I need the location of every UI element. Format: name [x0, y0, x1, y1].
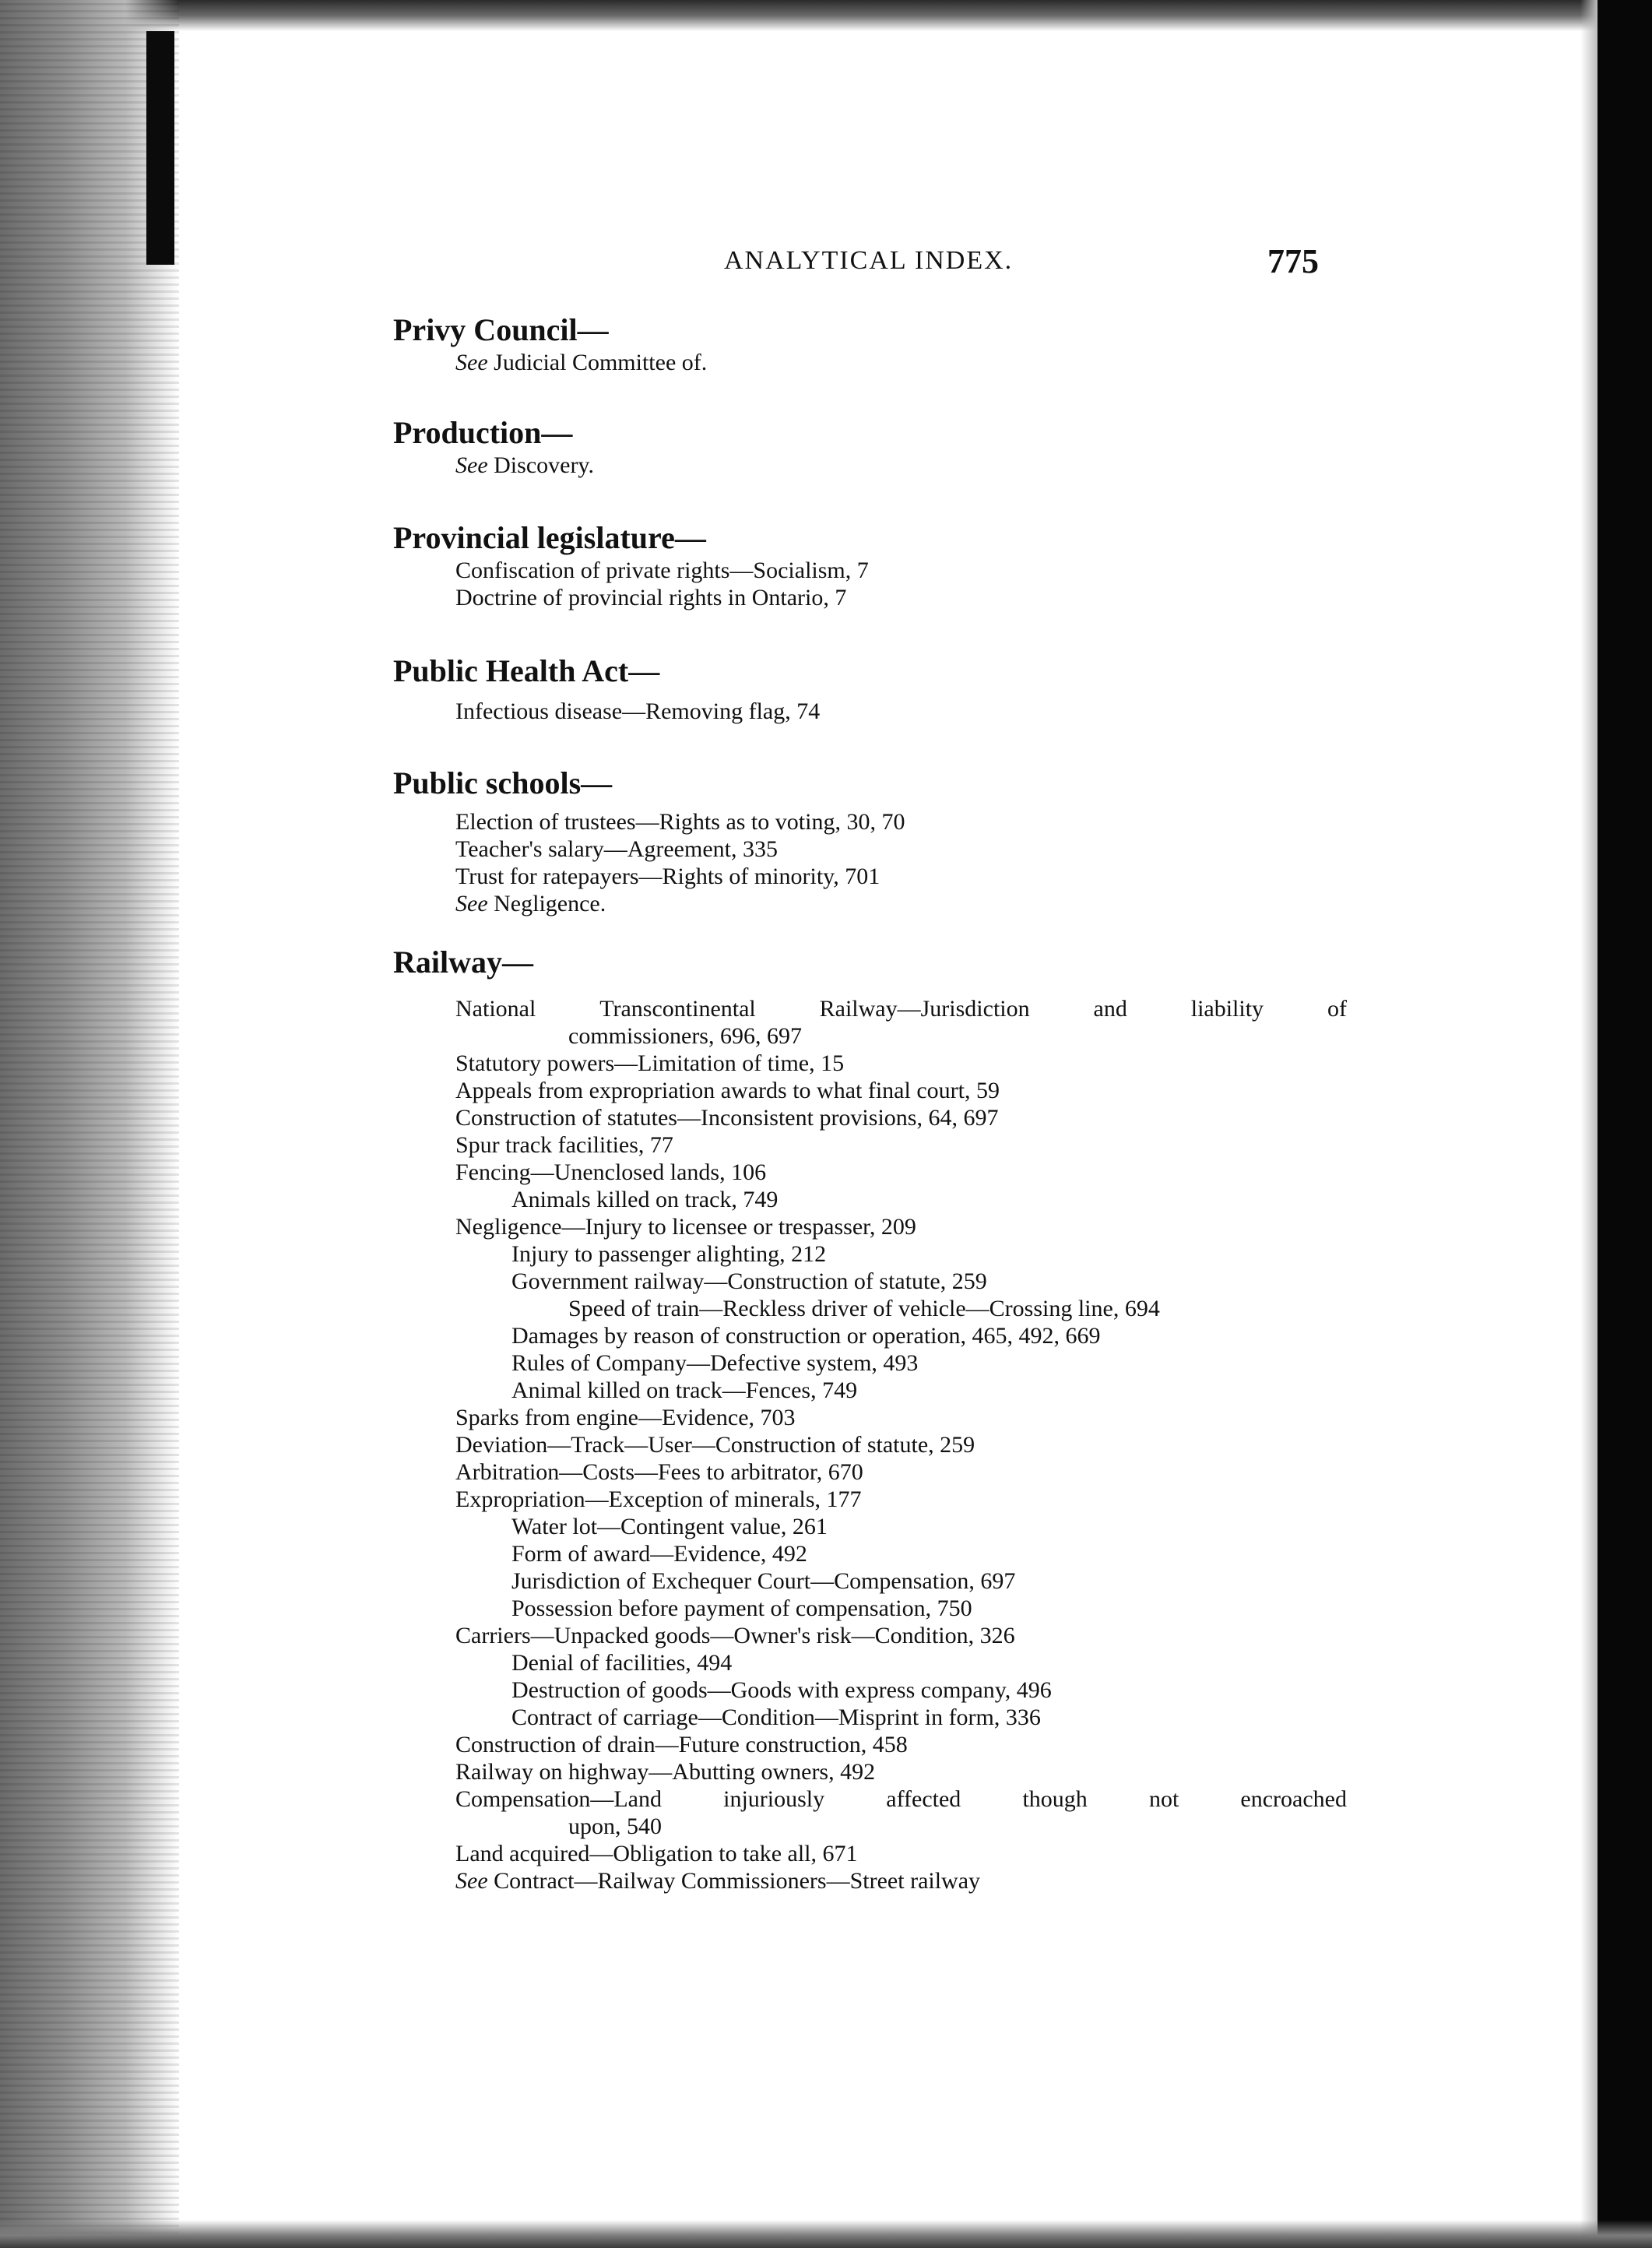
word: National: [455, 996, 536, 1022]
entry-line: Denial of facilities, 494: [511, 1650, 733, 1676]
entry-line: Speed of train—Reckless driver of vehicle—Crossing line, 694: [568, 1296, 1160, 1321]
scan-edge-right: [1598, 0, 1652, 2248]
entry-line: Expropriation—Exception of minerals, 177: [455, 1486, 862, 1512]
entry-line-justified: [393, 995, 1347, 1022]
entry-line: Form of award—Evidence, 492: [511, 1541, 807, 1567]
entry-line: Deviation—Track—User—Construction of statute, 259: [455, 1432, 975, 1458]
word: encroached: [1240, 1786, 1347, 1812]
see-reference: See: [455, 891, 488, 916]
entry-line: Possession before payment of compensation, 750: [511, 1595, 972, 1621]
entry-line: Contract of carriage—Condition—Misprint in form, 336: [511, 1704, 1041, 1730]
see-reference: See: [455, 1868, 488, 1894]
entry-line-continuation: commissioners, 696, 697: [568, 1023, 802, 1049]
see-reference: See: [455, 350, 488, 375]
entry-line: Negligence—Injury to licensee or trespasser, 209: [455, 1214, 916, 1240]
word: affected: [886, 1786, 961, 1812]
entry-line: Rules of Company—Defective system, 493: [511, 1350, 919, 1376]
entry-line: Appeals from expropriation awards to what final court, 59: [455, 1078, 1000, 1103]
entry-line: Carriers—Unpacked goods—Owner's risk—Condition, 326: [455, 1623, 1015, 1648]
entry-heading: Privy Council—: [393, 312, 609, 347]
running-head: ANALYTICAL INDEX.: [724, 246, 1014, 275]
entry-line: Arbitration—Costs—Fees to arbitrator, 670: [455, 1459, 863, 1485]
word: and: [1093, 996, 1127, 1022]
railway-subentries: [393, 1050, 1347, 1785]
word: Compensation—Land: [455, 1786, 662, 1812]
entry-line: [393, 349, 707, 376]
index-entry-privy-council: [393, 311, 707, 376]
entry-heading: Public Health Act—: [393, 653, 660, 688]
entry-heading: Public schools—: [393, 765, 613, 800]
entry-line: Damages by reason of construction or operation, 465, 492, 669: [511, 1323, 1101, 1349]
entry-line-continuation: upon, 540: [568, 1814, 662, 1839]
entry-line: Election of trustees—Rights as to voting, 30, 70: [455, 809, 905, 835]
entry-line-justified: [393, 1785, 1347, 1813]
entry-line: Construction of drain—Future construction, 458: [455, 1732, 908, 1757]
entry-line: Trust for ratepayers—Rights of minority, 701: [455, 864, 880, 889]
entry-line: Teacher's salary—Agreement, 335: [455, 836, 778, 862]
entry-line: Fencing—Unenclosed lands, 106: [455, 1159, 767, 1185]
entry-line: Spur track facilities, 77: [455, 1132, 673, 1158]
entry-line: Animal killed on track—Fences, 749: [511, 1377, 858, 1403]
entry-line: Doctrine of provincial rights in Ontario, 7: [455, 585, 847, 610]
entry-line: Sparks from engine—Evidence, 703: [455, 1405, 796, 1430]
entry-line: [393, 452, 594, 479]
entry-line: Statutory powers—Limitation of time, 15: [455, 1050, 845, 1076]
entry-line: Confiscation of private rights—Socialism, 7: [455, 558, 869, 583]
entry-heading: Production—: [393, 415, 573, 450]
index-entry-provincial-legislature: [393, 519, 869, 611]
entry-line: Injury to passenger alighting, 212: [511, 1241, 827, 1267]
word: not: [1148, 1786, 1179, 1812]
index-entry-public-health-act: [393, 653, 820, 725]
word: Transcontinental: [599, 996, 756, 1022]
railway-subentries-tail: [393, 1840, 1347, 1867]
word: Railway—Jurisdiction: [819, 996, 1030, 1022]
entry-line: [393, 890, 905, 917]
entry-line: Land acquired—Obligation to take all, 671: [455, 1841, 858, 1866]
scan-edge-left-shadow: [146, 31, 174, 265]
index-entry-public-schools: [393, 765, 905, 917]
word: of: [1327, 996, 1347, 1022]
entry-heading: Provincial legislature—: [393, 520, 706, 555]
page-number: 775: [1267, 242, 1319, 280]
entry-line: Water lot—Contingent value, 261: [511, 1514, 828, 1539]
entry-line: Destruction of goods—Goods with express company, 496: [511, 1677, 1052, 1703]
scan-edge-top: [0, 0, 1652, 31]
word: though: [1022, 1786, 1088, 1812]
see-reference: See: [455, 452, 488, 478]
entry-line: Animals killed on track, 749: [511, 1187, 779, 1212]
entry-heading: Railway—: [393, 945, 533, 980]
word: injuriously: [723, 1786, 825, 1812]
entry-line: Railway on highway—Abutting owners, 492: [455, 1759, 876, 1785]
index-entry-production: [393, 414, 594, 479]
word: liability: [1190, 996, 1264, 1022]
scan-edge-right-gradient: [1580, 0, 1598, 2248]
scan-edge-bottom: [0, 2220, 1652, 2248]
entry-line-text: Negligence.: [487, 891, 606, 916]
scan-edge-left: [0, 0, 179, 2248]
entry-line: Jurisdiction of Exchequer Court—Compensation, 697: [511, 1568, 1016, 1594]
entry-line: Construction of statutes—Inconsistent provisions, 64, 697: [455, 1105, 999, 1131]
entry-line: [393, 1867, 1347, 1894]
index-entry-railway: [393, 944, 1347, 1894]
entry-line: Government railway—Construction of statute, 259: [511, 1268, 987, 1294]
entry-line-text: Judicial Committee of.: [487, 350, 708, 375]
entry-line-text: Discovery.: [487, 452, 594, 478]
entry-line: Infectious disease—Removing flag, 74: [455, 698, 821, 724]
entry-line-text: Contract—Railway Commissioners—Street railway: [487, 1868, 981, 1894]
